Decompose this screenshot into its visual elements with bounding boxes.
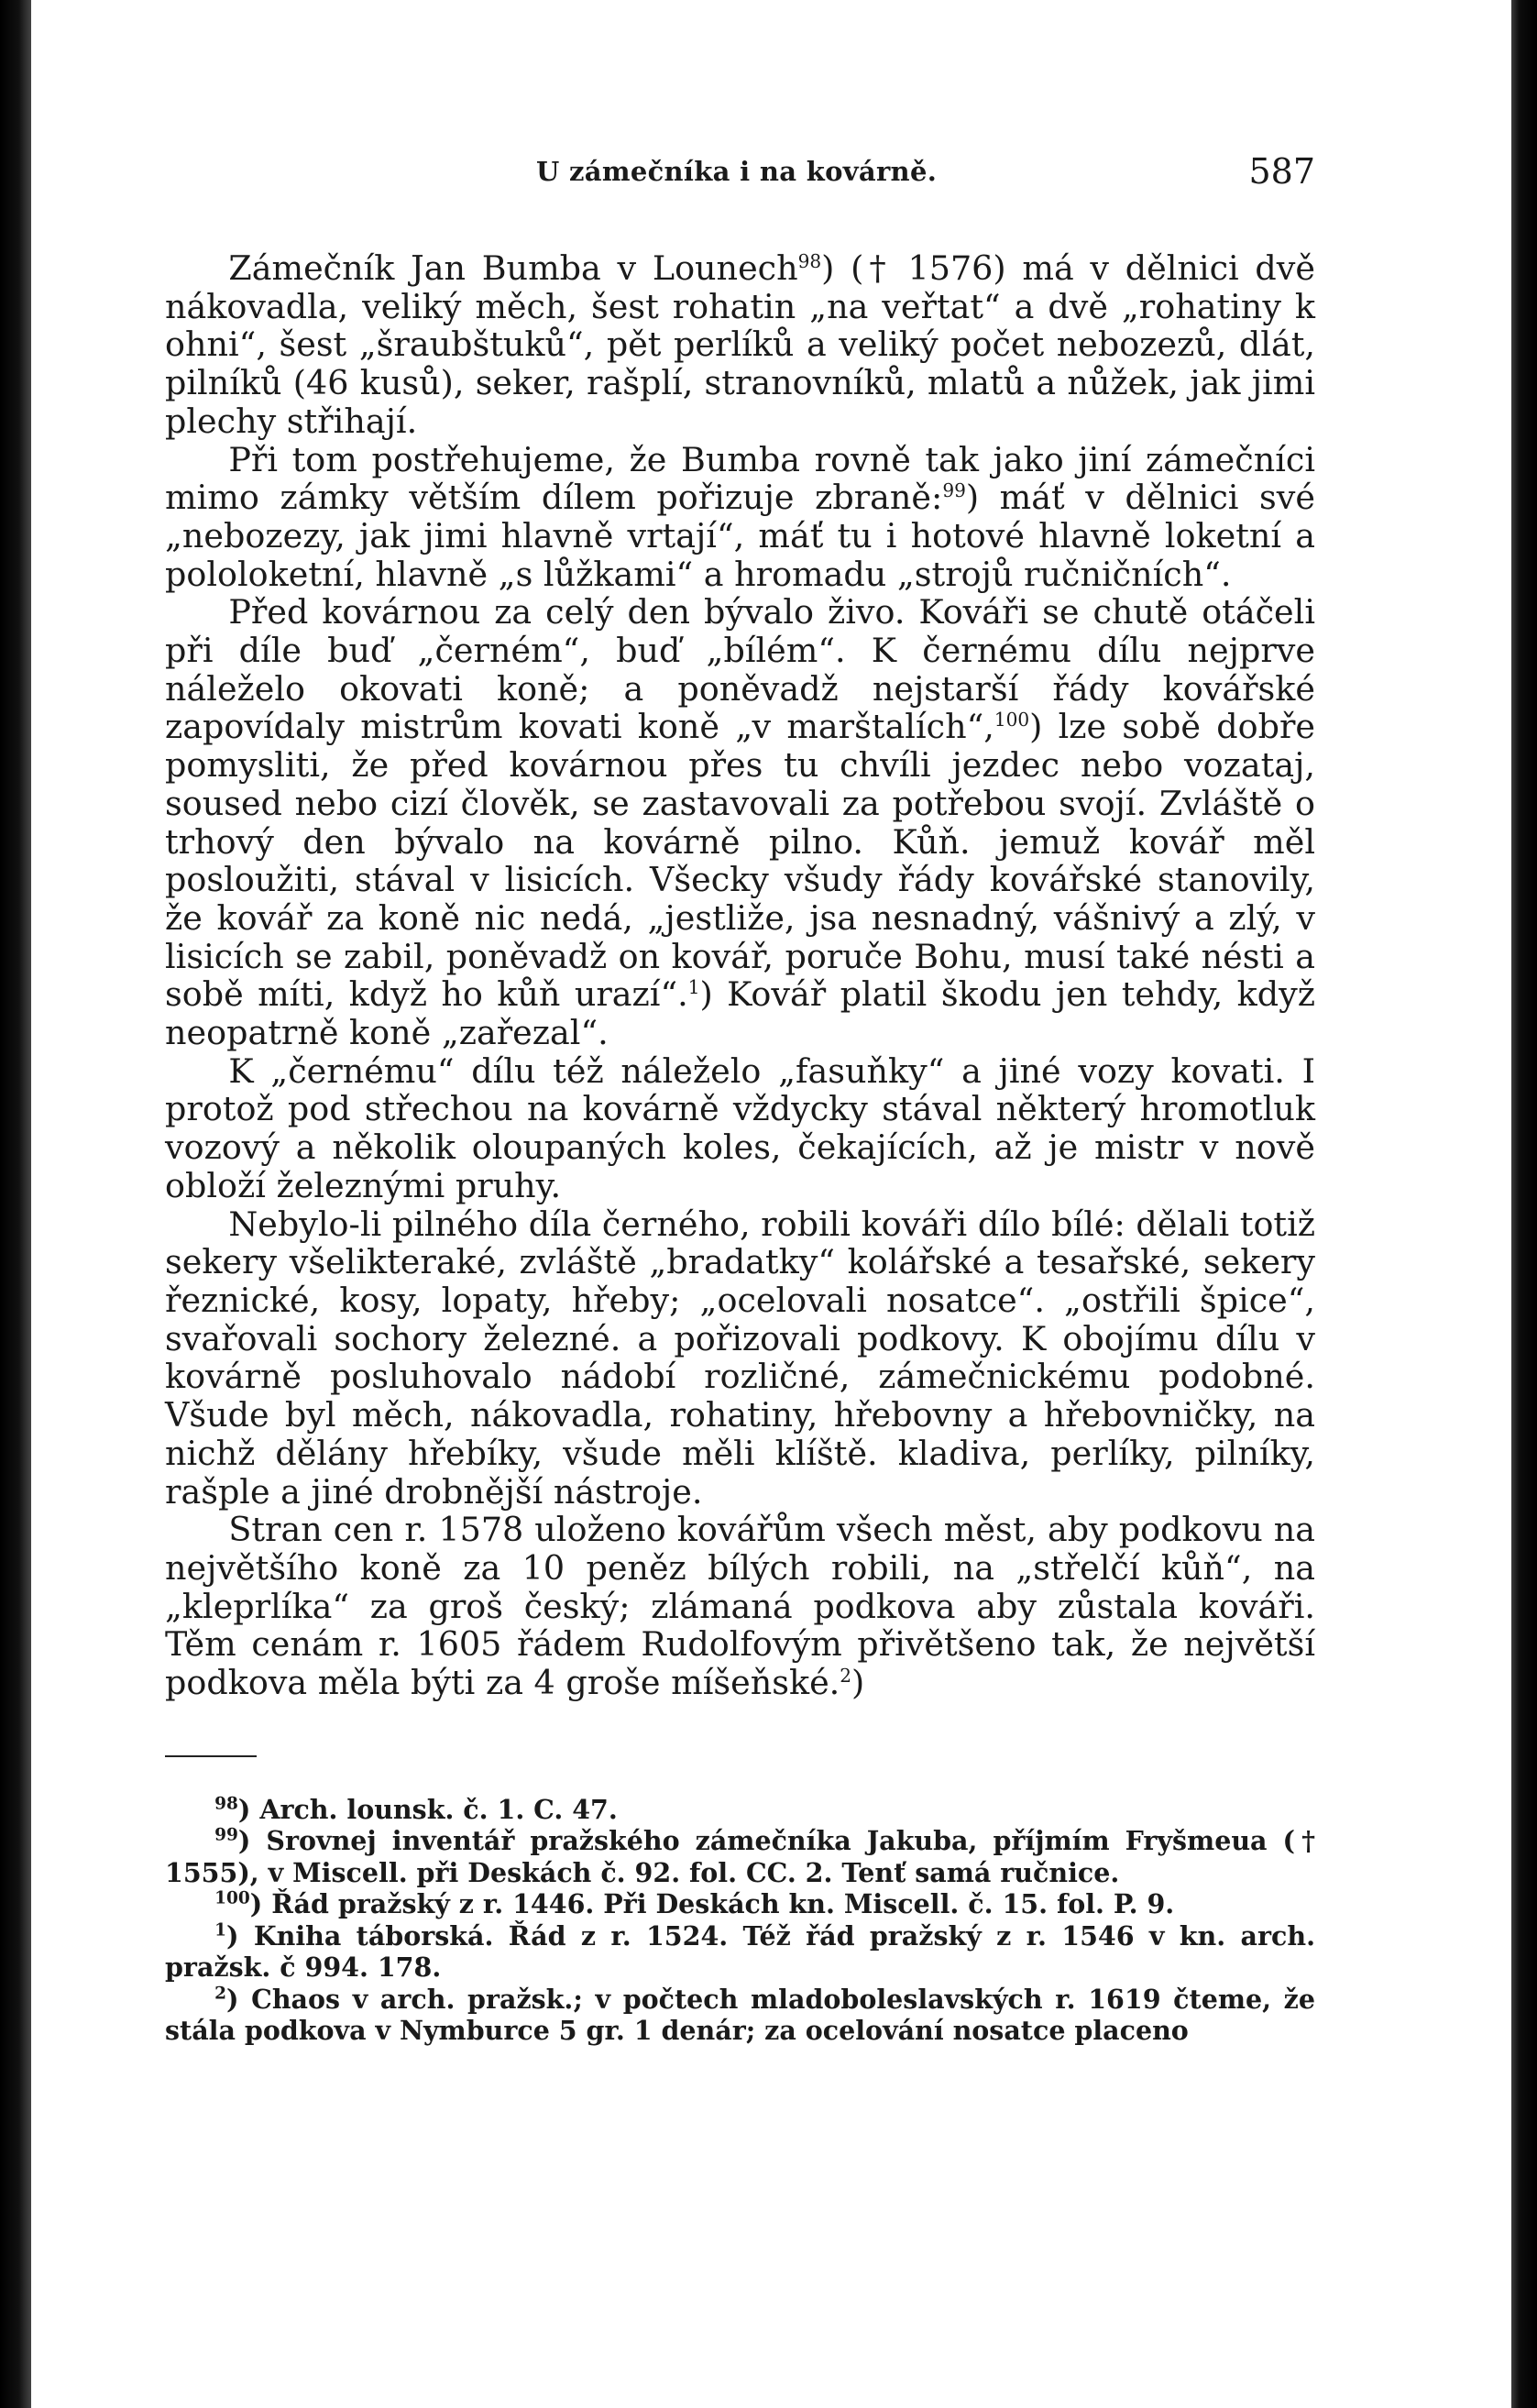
footnote — [165, 1888, 1315, 1920]
scan-border-right — [1511, 0, 1537, 2408]
footnote — [165, 1794, 1315, 1826]
footnote-text: ) Chaos v arch. pražsk.; v počtech mladoboleslavských r. 1619 čteme, že stála podkova v Nymburce 5 gr. 1 denár; za ocelování nosatce placeno — [165, 1983, 1315, 2047]
paragraph: K „černému“ dílu též náleželo „fasuňky“ a jiné vozy kovati. I protož pod střechou na kovárně vždycky stával některý hromotluk vozový a několik oloupaných koles, čekajících, až je mistr v nově obloží železnými pruhy. — [165, 1050, 1315, 1205]
paragraph-text: ) — [851, 1663, 865, 1703]
footnote-ref: 99 — [942, 479, 966, 502]
paragraph: Nebylo-li pilného díla černého, robili kováři dílo bílé: dělali totiž sekery všelikteraké, zvláště „bradatky“ kolářské a tesařské, sekery řeznické, kosy, lopaty, hřeby; „ocelovali nosatce“. „ostřili špice“, svařovali sochory železné. a pořizovali podkovy. K obojímu dílu v kovárně posluhovalo nádobí rozličné, zámečnickému podobné. Všude byl měch, nákovadla, rohatiny, hřebovny a hřebovničky, na nichž dělány hřebíky, všude měli klíště. kladiva, perlíky, pilníky, rašple a jiné drobnější nástroje. — [165, 1204, 1315, 1512]
paragraph-text: Zámečník Jan Bumba v Lounech — [228, 248, 798, 288]
book-page — [165, 137, 1315, 2047]
footnote — [165, 1825, 1315, 1888]
paragraph-text: ) († 1576) má v dělnici dvě nákovadla, veliký měch, šest rohatin „na veřtat“ a dvě „rohatiny k ohni“, šest „šraubštuků“, pět perlíků a veliký počet nebozezů, dlát, pilníků (46 kusů), seker, rašplí, stranovníků, mlatů a nůžek, jak jimi plechy střihají. — [165, 248, 1315, 441]
paragraph-text: ) máť v dělnici své „nebozezy, jak jimi hlavně vrtají“, máť tu i hotové hlavně loketní a pololoketní, hlavně „s lůžkami“ a hromadu „strojů ručničních“. — [165, 478, 1315, 594]
footnote-ref: 100 — [994, 709, 1030, 731]
paragraph — [165, 593, 1315, 1051]
footnote-mark: 2 — [214, 1984, 227, 2004]
body-text — [165, 249, 1315, 1702]
paragraph-text: ) lze sobě dobře pomysliti, že před kovárnou přes tu chvíli jezdec nebo vozataj, soused nebo cizí člověk, se zastavovali za potřebou svojí. Zvláště o trhový den bývalo na kovárně pilno. Kůň. jemuž kovář měl posloužiti, stával v lisicích. Všecky všudy řády kovářské stanovily, že kovář za koně nic nedá, „jestliže, jsa nesnadný, vášnivý a zlý, v lisicích se zabil, poněvadž on kovář, poruče Bohu, musí také nésti a sobě míti, když ho kůň urazí“. — [165, 707, 1315, 1015]
paragraph — [165, 1511, 1315, 1702]
paragraph-text: ) Kovář platil škodu jen tehdy, když neopatrně koně „zařezal“. — [165, 974, 1316, 1053]
footnote — [165, 1920, 1315, 1984]
paragraph-text: Při tom postřehujeme, že Bumba rovně tak jako jiní zámečníci mimo zámky větším dílem pořizuje zbraně: — [165, 439, 1315, 518]
paragraph — [165, 441, 1315, 594]
footnote — [165, 1984, 1315, 2047]
footnote-text: ) Řád pražský z r. 1446. Při Deskách kn. Miscell. č. 15. fol. P. 9. — [249, 1888, 1175, 1920]
page-number: 587 — [1248, 151, 1315, 192]
scan-border-left — [0, 0, 31, 2408]
running-head: U zámečníka i na kovárně. — [536, 156, 938, 187]
footnote-divider — [165, 1755, 257, 1757]
footnote-text: ) Srovnej inventář pražského zámečníka Jakuba, příjmím Fryšmeua († 1555), v Miscell. při Deskách č. 92. fol. CC. 2. Tenť samá ručnice. — [165, 1825, 1315, 1888]
footnote-mark: 99 — [214, 1825, 238, 1845]
footnote-text: ) Kniha táborská. Řád z r. 1524. Též řád pražský z r. 1546 v kn. arch. pražsk. č 994. 178. — [165, 1919, 1315, 1984]
footnote-mark: 100 — [214, 1888, 250, 1908]
footnote-ref: 1 — [687, 976, 700, 999]
paragraph-text: Před kovárnou za celý den bývalo živo. Kováři se chutě otáčeli při díle buď „černém“, buď „bílém“. K černému dílu nejprve náleželo okovati koně; a poněvadž nejstarší řády kovářské zapovídaly mistrům kovati koně „v marštalích“, — [165, 592, 1315, 747]
footnotes — [165, 1794, 1315, 2047]
footnote-ref: 2 — [840, 1664, 852, 1687]
footnote-mark: 98 — [214, 1794, 238, 1814]
footnote-text: ) Arch. lounsk. č. 1. C. 47. — [237, 1793, 618, 1825]
footnote-ref: 98 — [797, 249, 822, 272]
page-header — [165, 137, 1315, 192]
paragraph-text: Stran cen r. 1578 uloženo kovářům všech měst, aby podkovu na největšího koně za 10 peněz bílých robili, na „střelčí kůň“, na „kleprlíka“ za groš český; zlámaná podkova aby zůstala kováři. Těm cenám r. 1605 řádem Rudolfovým přivětšeno tak, že největší podkova měla býti za 4 groše míšeňské. — [165, 1510, 1315, 1703]
footnote-mark: 1 — [214, 1920, 227, 1941]
paragraph — [165, 249, 1315, 441]
